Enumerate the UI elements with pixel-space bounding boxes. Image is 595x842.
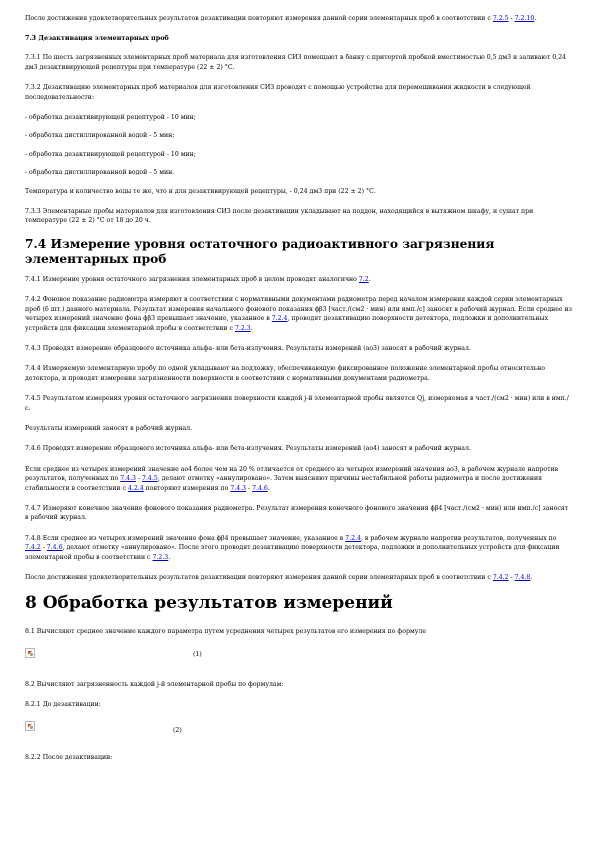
text: 7.4.1 Измерение уровня остаточного загрязнения элементарных проб в целом проводят аналогично	[25, 275, 359, 283]
paragraph-7-4-7: 7.4.7 Измеряют конечное значение фонового показания радиометра. Результат измерения конечного фонового значения ϕβ4 [част./(см2 · мин) или имп./с] заносят в рабочий журнал.	[25, 504, 569, 522]
text: .	[250, 324, 253, 332]
link-7-4-8[interactable]: 7.4.8	[514, 574, 531, 581]
heading-7-4: 7.4 Измерение уровня остаточного радиоактивного загрязнения элементарных проб	[25, 236, 495, 266]
link-7-4-2[interactable]: 7.4.2	[492, 574, 509, 581]
text: .	[267, 484, 270, 492]
paragraph-7-4-6: 7.4.6 Проводят измерение образцового источника альфа- или бета-излучения. Результаты измерений (ao4) заносят в рабочий журнал.	[25, 445, 471, 453]
paragraph-7-4-5: 7.4.5 Результатом измерения уровня остаточного загрязнения поверхности каждой j-й элементарной пробы является Qj, измеряемая в част./(см2 · мин) или в имп./с.	[25, 395, 569, 412]
paragraph-7-4-8	[25, 534, 573, 562]
paragraph-7-4-4: 7.4.4 Измеряемую элементарную пробу по одной укладывают на подложку, обеспечивающую фиксированное положение элементарной пробы относительно детектора, и проводят измерения загрязненности поверхности в соответствии с нормативными документами радиометра.	[25, 365, 546, 382]
paragraph-stability-check	[25, 465, 573, 493]
text: , проводят дезактивацию поверхности детектора, подложки и дополнительных устройств для фиксации элементарной пробы в соответствии с	[25, 315, 549, 332]
step-item: - обработка дистиллированной водой - 5 мин;	[25, 132, 175, 140]
text: -	[508, 15, 515, 22]
formula-1	[25, 648, 573, 670]
paragraph-repeat-measurements	[25, 14, 573, 23]
paragraph-7-3-2: 7.3.2 Дезактивацию элементарных проб материалов для изготовления СИЗ проводят с помощью устройства для перемешивания жидкости в следующей последовательности:	[25, 84, 531, 101]
paragraph-temperature: Температура и количество воды те же, что и для дезактивирующей рецептуры, - 0,24 дм3 при (22 ± 2) °С.	[25, 187, 376, 195]
text: 7.4.8 Если среднее из четырех измерений значение фона ϕβ4 превышает значение, указанное в	[25, 534, 346, 542]
link-7-4-3[interactable]: 7.4.3	[230, 484, 247, 492]
text: , делают отметку «аннулировано». Затем выясняют причины нестабильной работы радиометра и после достижения стабильности в соответствии с	[25, 475, 543, 492]
text: .	[534, 15, 537, 22]
link-7-4-6[interactable]: 7.4.6	[252, 484, 268, 492]
step-item: - обработка дезактивирующей рецептурой - 10 мин;	[25, 114, 196, 122]
link-7-4-6[interactable]: 7.4.6	[46, 544, 63, 552]
text: -	[135, 475, 143, 483]
text: , в рабочем журнале напротив результатов, полученных по	[360, 534, 557, 542]
text: После достижения удовлетворительных результатов дезактивации повторяют измерения данной серии элементарных проб в соответствии с	[25, 15, 493, 22]
paragraph-8-2: 8.2 Вычисляют загрязненность каждой j-й элементарной пробы по формулам:	[25, 680, 284, 688]
link-7-2[interactable]: 7.2	[358, 275, 369, 283]
text: -	[40, 544, 47, 552]
step-item: - обработка дистиллированной водой - 5 мин.	[25, 169, 175, 177]
heading-7-3: 7.3 Дезактивация элементарных проб	[25, 34, 169, 43]
link-7-2-3[interactable]: 7.2.3	[152, 553, 169, 561]
text: , делают отметку «аннулировано». После этого проводят дезактивацию поверхности детектора, подложки и дополнительных устройств для фиксации элементарной пробы в соответствии с	[25, 544, 560, 561]
link-7-4-5[interactable]: 7.4.5	[142, 475, 158, 483]
link-4-2-4[interactable]: 4.2.4	[127, 484, 144, 492]
broken-image-icon	[25, 648, 35, 658]
link-7-4-2[interactable]: 7.4.2	[25, 544, 41, 552]
paragraph-7-3-3: 7.3.3 Элементарные пробы материалов для изготовления СИЗ после дезактивации укладывают на поддон, находящийся в вытяжном шкафу, и сушат при температуре (22 ± 2) °С от 18 до 20 ч.	[25, 208, 534, 225]
equation-number: (2)	[173, 726, 182, 734]
paragraph-results-log: Результаты измерений заносят в рабочий журнал.	[25, 424, 193, 432]
text: .	[168, 553, 171, 561]
paragraph-8-2-1: 8.2.1 До дезактивации:	[25, 701, 101, 709]
text: -	[508, 574, 515, 581]
link-7-2-10[interactable]: 7.2.10	[514, 15, 535, 22]
text: -	[246, 484, 253, 492]
link-7-2-4[interactable]: 7.2.4	[345, 534, 361, 542]
step-item: - обработка дезактивирующей рецептурой - 10 мин;	[25, 150, 196, 158]
paragraph-8-2-2: 8.2.2 После дезактивации:	[25, 753, 113, 761]
link-7-2-5[interactable]: 7.2.5	[492, 15, 509, 22]
link-7-2-4[interactable]: 7.2.4	[271, 315, 288, 323]
broken-image-icon	[25, 721, 35, 731]
paragraph-7-4-2	[25, 295, 573, 333]
document-page	[25, 14, 573, 773]
text: .	[368, 275, 371, 283]
text: После достижения удовлетворительных результатов дезактивации повторяют измерения данной серии элементарных проб в соответствии с	[25, 574, 493, 581]
text: Если среднее из четырех измерений значение ao4 более чем на 20 % отличается от среднего из четырех измерений значения ao3, в рабочем журнале напротив результатов, полученных по	[25, 465, 559, 483]
link-7-2-3[interactable]: 7.2.3	[234, 324, 251, 332]
paragraph-7-3-1: 7.3.1 По шесть загрязненных элементарных проб материала для изготовления СИЗ помещают в банку с притертой пробкой вместимостью 0,5 дм3 и заливают 0,24 дм3 дезактивирующей рецептуры при температуре (22 ± 2) °С.	[25, 54, 566, 71]
paragraph-7-4-3: 7.4.3 Проводят измерение образцового источника альфа- или бета-излучения. Результаты измерений (ao3) заносят в рабочий журнал.	[25, 344, 471, 352]
text: 7.4.2 Фоновое показание радиометра измеряют в соответствии с нормативными документами радиометра перед началом измерения каждой серии элементарных проб (6 шт.) данного материала. Результат измерения начального фонового показания ϕβ3 [част./(см2 · мин) или имп./с] заносят в рабочий журнал. Если среднее из четырех измерений значение фона ϕβ3 превышает значение, указанное в	[25, 296, 573, 323]
paragraph-7-4-1	[25, 275, 573, 284]
heading-8: 8 Обработка результатов измерений	[25, 593, 393, 614]
equation-number: (1)	[193, 650, 202, 658]
paragraph-8-1: 8.1 Вычисляют среднее значение каждого параметра путем усреднения четырех результатов его измерения по формуле	[25, 628, 426, 636]
text: повторяют измерения по	[143, 484, 231, 492]
paragraph-repeat-after-deactivation	[25, 573, 573, 582]
formula-2	[25, 721, 573, 743]
link-7-4-3[interactable]: 7.4.3	[120, 475, 136, 483]
text: .	[530, 574, 533, 581]
